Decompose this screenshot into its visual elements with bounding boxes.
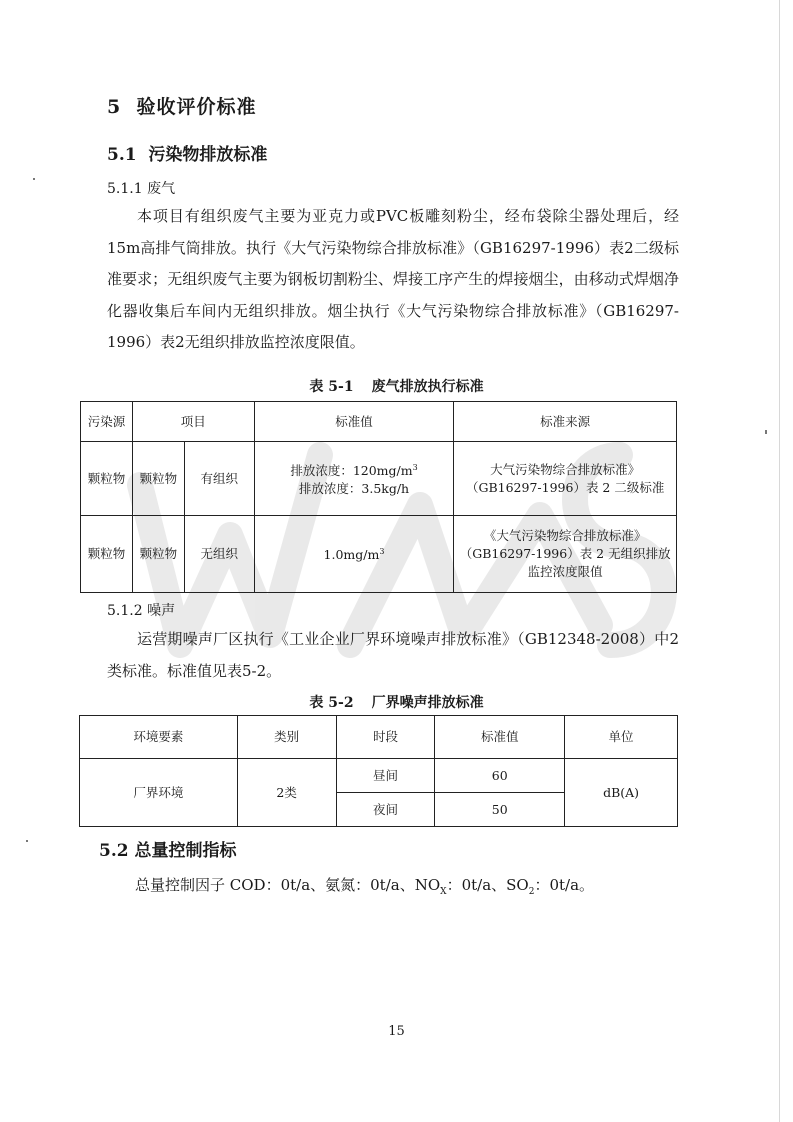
cell-item: 颗粒物 bbox=[132, 516, 184, 593]
cell-source: 颗粒物 bbox=[81, 442, 133, 516]
scan-dot bbox=[26, 840, 28, 842]
scan-dot bbox=[765, 430, 767, 434]
cell-category: 2类 bbox=[237, 759, 336, 827]
header-cell: 时段 bbox=[336, 716, 435, 759]
cell-unit: dB(A) bbox=[565, 759, 678, 827]
table-row bbox=[81, 442, 677, 516]
header-cell: 标准来源 bbox=[454, 402, 677, 442]
header-cell: 项目 bbox=[132, 402, 254, 442]
chapter-heading: 5 验收评价标准 bbox=[107, 96, 257, 118]
scan-dot bbox=[33, 178, 35, 180]
table-5-2-caption: 表 5-2 厂界噪声排放标准 bbox=[309, 695, 484, 711]
table-5-1-caption: 表 5-1 废气排放执行标准 bbox=[309, 379, 484, 395]
paragraph-exhaust-gas: 本项目有组织废气主要为亚克力或PVC板雕刻粉尘，经布袋除尘器处理后，经15m高排气筒排放。执行《大气污染物综合排放标准》（GB16297-1996）表2二级标准要求；无组织废气主要为钢板切割粉尘、焊接工序产生的焊接烟尘，由移动式焊烟净化器收集后车间内无组织排放。烟尘执行《大气污染物综合排放标准》（GB16297-1996）表2无组织排放监控浓度限值。 bbox=[107, 207, 679, 351]
cell-item: 颗粒物 bbox=[132, 442, 184, 516]
cell-origin: 《大气污染物综合排放标准》 （GB16297-1996）表 2 无组织排放 监控浓度限值 bbox=[454, 516, 677, 593]
cell-type: 有组织 bbox=[184, 442, 254, 516]
cell-value: 排放浓度：$120mg/m^3$ 排放浓度：3.5kg/h bbox=[254, 442, 454, 516]
page-edge-line bbox=[779, 0, 780, 1122]
header-cell: 单位 bbox=[565, 716, 678, 759]
table-row bbox=[80, 759, 678, 793]
cell-value: 50 bbox=[435, 793, 565, 827]
cell-period: 夜间 bbox=[336, 793, 435, 827]
page-number: 15 bbox=[388, 1024, 405, 1039]
table-header-row bbox=[80, 716, 678, 759]
cell-period: 昼间 bbox=[336, 759, 435, 793]
header-cell: 环境要素 bbox=[80, 716, 238, 759]
cell-origin: 大气污染物综合排放标准》 （GB16297-1996）表 2 二级标准 bbox=[454, 442, 677, 516]
cell-type: 无组织 bbox=[184, 516, 254, 593]
table-row bbox=[81, 516, 677, 593]
cell-source: 颗粒物 bbox=[81, 516, 133, 593]
cell-element: 厂界环境 bbox=[80, 759, 238, 827]
subsection-heading-5-1-2: 5.1.2 噪声 bbox=[107, 603, 176, 619]
section-heading-5-2: 5.2 总量控制指标 bbox=[99, 841, 237, 861]
table-header-row bbox=[81, 402, 677, 442]
cell-value: 60 bbox=[435, 759, 565, 793]
header-cell: 类别 bbox=[237, 716, 336, 759]
table-exhaust-standards bbox=[80, 401, 677, 593]
header-cell: 标准值 bbox=[435, 716, 565, 759]
header-cell: 标准值 bbox=[254, 402, 454, 442]
section-heading-5-1: 5.1 污染物排放标准 bbox=[107, 145, 268, 165]
cell-value: $1.0mg/m^3$ bbox=[254, 516, 454, 593]
subsection-heading-5-1-1: 5.1.1 废气 bbox=[107, 181, 176, 197]
table-noise-standards bbox=[79, 715, 678, 827]
header-cell: 污染源 bbox=[81, 402, 133, 442]
paragraph-noise: 运营期噪声厂区执行《工业企业厂界环境噪声排放标准》（GB12348-2008）中2类标准。标准值见表5-2。 bbox=[107, 630, 679, 680]
paragraph-total-control: 总量控制因子 COD：0t/a、氨氮：0t/a、$NO_X$：0t/a、$SO_2$：0t/a。 bbox=[135, 876, 595, 897]
